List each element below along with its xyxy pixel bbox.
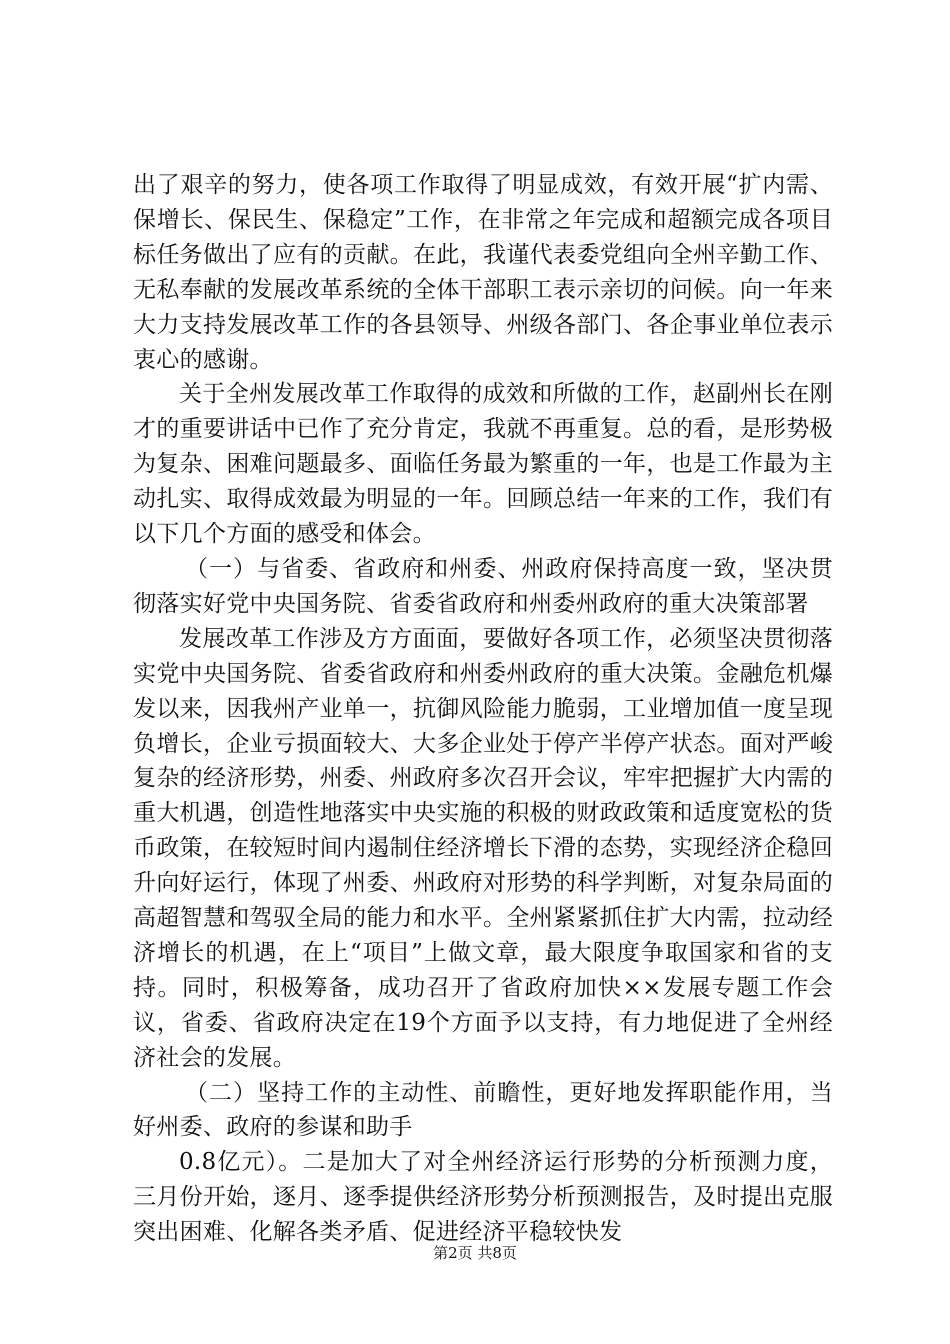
paragraph-4: 0.8亿元）。二是加大了对全州经济运行形势的分析预测力度，三月份开始，逐月、逐季提供经济形势分析预测报告，及时提出克服突出困难、化解各类矛盾、促进经济平稳较快发 <box>133 1149 833 1246</box>
paragraph-1: 出了艰辛的努力，使各项工作取得了明显成效，有效开展“扩内需、保增长、保民生、保稳定”工作，在非常之年完成和超额完成各项目标任务做出了应有的贡献。在此，我谨代表委党组向全州辛勤工作、无私奉献的发展改革系统的全体干部职工表示亲切的问候。向一年来大力支持发展改革工作的各县领导、州级各部门、各企事业单位表示衷心的感谢。 <box>133 172 833 373</box>
document-body <box>133 168 833 1250</box>
paragraph-3: 发展改革工作涉及方方面面，要做好各项工作，必须坚决贯彻落实党中央国务院、省委省政府和州委州政府的重大决策。金融危机爆发以来，因我州产业单一，抗御风险能力脆弱，工业增加值一度呈现负增长，企业亏损面较大、大多企业处于停产半停产状态。面对严峻复杂的经济形势，州委、州政府多次召开会议，牢牢把握扩大内需的重大机遇，创造性地落实中央实施的积极的财政政策和适度宽松的货币政策，在较短时间内遏制住经济增长下滑的态势，实现经济企稳回升向好运行，体现了州委、州政府对形势的科学判断，对复杂局面的高超智慧和驾驭全局的能力和水平。全州紧紧抓住扩大内需，拉动经济增长的机遇，在上“项目”上做文章，最大限度争取国家和省的支持。同时，积极筹备，成功召开了省政府加快××发展专题工作会议，省委、省政府决定在19个方面予以支持，有力地促进了全州经济社会的发展。 <box>133 625 833 1071</box>
section-heading-1: （一）与省委、省政府和州委、州政府保持高度一致，坚决贯彻落实好党中央国务院、省委省政府和州委州政府的重大决策部署 <box>133 555 833 617</box>
paragraph-2: 关于全州发展改革工作取得的成效和所做的工作，赵副州长在刚才的重要讲话中已作了充分肯定，我就不再重复。总的看，是形势极为复杂、困难问题最多、面临任务最为繁重的一年，也是工作最为主动扎实、取得成效最为明显的一年。回顾总结一年来的工作，我们有以下几个方面的感受和体会。 <box>133 381 833 548</box>
section-heading-2: （二）坚持工作的主动性、前瞻性，更好地发挥职能作用，当好州委、政府的参谋和助手 <box>133 1079 833 1141</box>
page-footer: 第2页 共8页 <box>433 1244 517 1262</box>
